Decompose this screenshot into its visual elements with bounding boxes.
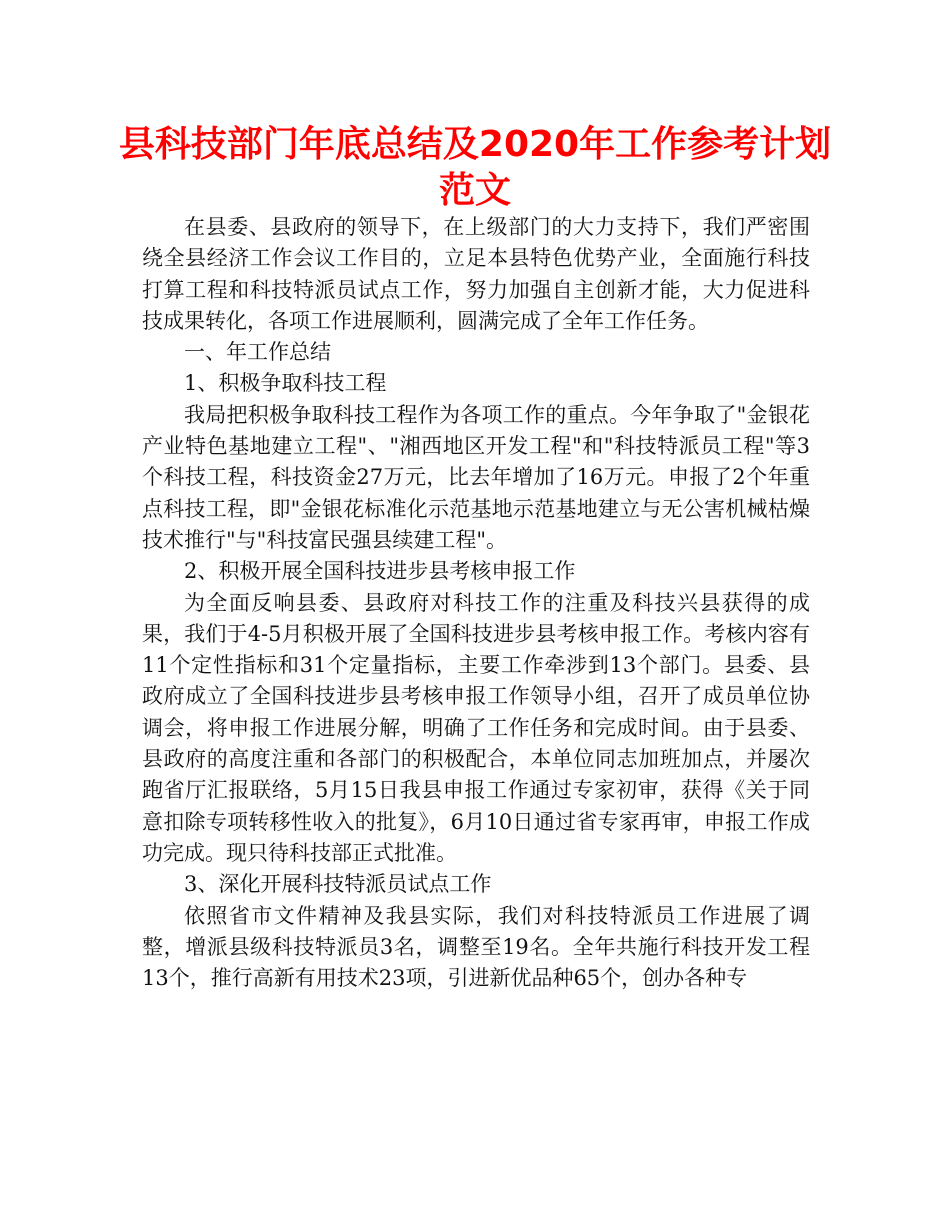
document-title: 县科技部门年底总结及2020年工作参考计划范文 — [118, 124, 832, 211]
section-heading-summary: 一、年工作总结 — [184, 340, 331, 365]
document-body — [142, 212, 810, 994]
subheading-1: 1、积极争取科技工程 — [184, 371, 387, 396]
paragraph-3: 依照省市文件精神及我县实际，我们对科技特派员工作进展了调整，增派县级科技特派员3名，调整至19名。全年共施行科技开发工程13个，推行高新有用技术23项，引进新优品种65个，创办各种专 — [142, 903, 810, 991]
subheading-2: 2、积极开展全国科技进步县考核申报工作 — [184, 559, 576, 584]
subheading-3: 3、深化开展科技特派员试点工作 — [184, 872, 492, 897]
paragraph-2: 为全面反响县委、县政府对科技工作的注重及科技兴县获得的成果，我们于4-5月积极开展了全国科技进步县考核申报工作。考核内容有11个定性指标和31个定量指标，主要工作牵涉到13个部门。县委、县政府成立了全国科技进步县考核申报工作领导小组，召开了成员单位协调会，将申报工作进展分解，明确了工作任务和完成时间。由于县委、县政府的高度注重和各部门的积极配合，本单位同志加班加点，并屡次跑省厅汇报联络，5月15日我县申报工作通过专家初审，获得《关于同意扣除专项转移性收入的批复》，6月10日通过省专家再审，申报工作成功完成。现只待科技部正式批准。 — [142, 590, 810, 865]
paragraph-1: 我局把积极争取科技工程作为各项工作的重点。今年争取了"金银花产业特色基地建立工程"、"湘西地区开发工程"和"科技特派员工程"等3个科技工程，科技资金27万元，比去年增加了16万元。申报了2个年重点科技工程，即"金银花标准化示范基地示范基地建立与无公害机械枯燥技术推行"与"科技富民强县续建工程"。 — [142, 402, 810, 552]
paragraph-intro: 在县委、县政府的领导下，在上级部门的大力支持下，我们严密围绕全县经济工作会议工作目的，立足本县特色优势产业，全面施行科技打算工程和科技特派员试点工作，努力加强自主创新才能，大力促进科技成果转化，各项工作进展顺利，圆满完成了全年工作任务。 — [142, 215, 810, 333]
